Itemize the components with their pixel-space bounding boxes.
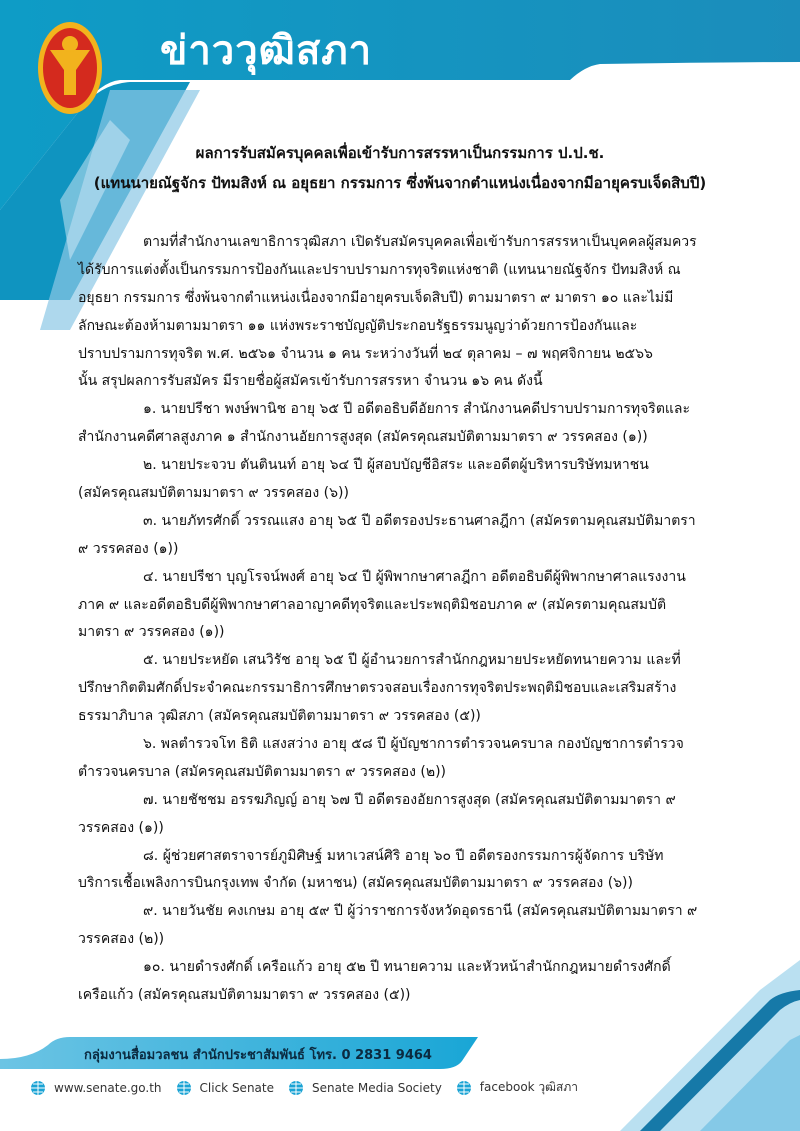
- globe-icon: [176, 1080, 192, 1096]
- body-line: ภาค ๙ และอดีตอธิบดีผู้พิพากษาศาลอาญาคดีทุจริตและประพฤติมิชอบภาค ๙ (สมัครตามคุณสมบัติ: [78, 596, 667, 613]
- link-senate-media-society[interactable]: Senate Media Society: [312, 1080, 442, 1095]
- body-line: ๙ วรรคสอง (๑)): [78, 540, 179, 557]
- body-line: ๑. นายปรีชา พงษ์พานิช อายุ ๖๕ ปี อดีตอธิบดีอัยการ สำนักงานคดีปราบปรามการทุจริตและ: [143, 401, 691, 418]
- body-line: ปราบปรามการทุจริต พ.ศ. ๒๕๖๑ จำนวน ๑ คน ระหว่างวันที่ ๒๔ ตุลาคม – ๗ พฤศจิกายน ๒๕๖๖: [78, 345, 653, 362]
- body-line: ๖. พลตำรวจโท ธิติ แสงสว่าง อายุ ๕๘ ปี ผู้บัญชาการตำรวจนครบาล กองบัญชาการตำรวจ: [143, 736, 684, 753]
- senate-seal-logo: [36, 20, 104, 116]
- body-line: นั้น สรุปผลการรับสมัคร มีรายชื่อผู้สมัครเข้ารับการสรรหา จำนวน ๑๖ คน ดังนี้: [78, 373, 543, 390]
- link-website[interactable]: www.senate.go.th: [54, 1080, 162, 1095]
- body-line: (สมัครคุณสมบัติตามมาตรา ๙ วรรคสอง (๖)): [78, 485, 349, 502]
- footer-links: [30, 1078, 584, 1097]
- body-line: อยุธยา กรรมการ ซึ่งพ้นจากตำแหน่งเนื่องจากมีอายุครบเจ็ดสิบปี) ตามมาตรา ๙ มาตรา ๑๐ และไม่มี: [78, 289, 674, 306]
- body-line: วรรคสอง (๑)): [78, 819, 164, 836]
- link-click-senate[interactable]: Click Senate: [199, 1080, 274, 1095]
- footer-contact: กลุ่มงานสื่อมวลชน สำนักประชาสัมพันธ์ โทร. 0 2831 9464: [84, 1048, 432, 1063]
- body-line: วรรคสอง (๒)): [78, 931, 165, 948]
- body-line: ๙. นายวันชัย คงเกษม อายุ ๕๙ ปี ผู้ว่าราชการจังหวัดอุดรธานี (สมัครคุณสมบัติตามมาตรา ๙: [143, 903, 698, 920]
- body-line: สำนักงานคดีศาลสูงภาค ๑ สำนักงานอัยการสูงสุด (สมัครคุณสมบัติตามมาตรา ๙ วรรคสอง (๑)): [78, 429, 648, 446]
- body-line: ปรึกษากิตติมศักดิ์ประจำคณะกรรมาธิการศึกษาตรวจสอบเรื่องการทุจริตประพฤติมิชอบและเสริมสร้าง: [78, 680, 677, 697]
- body-line: ได้รับการแต่งตั้งเป็นกรรมการป้องกันและปราบปรามการทุจริตแห่งชาติ (แทนนายณัฐจักร ปัทมสิงห์ ณ: [78, 261, 681, 278]
- body-line: ๓. นายภัทรศักดิ์ วรรณแสง อายุ ๖๕ ปี อดีตรองประธานศาลฎีกา (สมัครตามคุณสมบัติมาตรา: [143, 512, 696, 529]
- body-line: ธรรมาภิบาล วุฒิสภา (สมัครคุณสมบัติตามมาตรา ๙ วรรคสอง (๕)): [78, 708, 481, 725]
- body-line: ๘. ผู้ช่วยศาสตราจารย์ภูมิศิษฐ์ มหาเวสน์ศิริ อายุ ๖๐ ปี อดีตรองกรรมการผู้จัดการ บริษัท: [143, 847, 664, 864]
- document-title: ผลการรับสมัครบุคคลเพื่อเข้ารับการสรรหาเป็นกรรมการ ป.ป.ช.: [195, 144, 605, 162]
- body-line: ๑๐. นายดำรงศักดิ์ เครือแก้ว อายุ ๕๒ ปี ทนายความ และหัวหน้าสำนักกฎหมายดำรงศักดิ์: [143, 959, 671, 976]
- globe-icon: [30, 1080, 46, 1096]
- globe-icon: [288, 1080, 304, 1096]
- body-line: ๒. นายประจวบ ตันตินนท์ อายุ ๖๔ ปี ผู้สอบบัญชีอิสระ และอดีตผู้บริหารบริษัทมหาชน: [143, 457, 649, 474]
- body-line: ๗. นายชัชชม อรรฆภิญญ์ อายุ ๖๗ ปี อดีตรองอัยการสูงสุด (สมัครคุณสมบัติตามมาตรา ๙: [143, 791, 676, 808]
- document-subtitle: (แทนนายณัฐจักร ปัทมสิงห์ ณ อยุธยา กรรมการ ซึ่งพ้นจากตำแหน่งเนื่องจากมีอายุครบเจ็ดสิบปี): [93, 174, 707, 192]
- globe-icon: [456, 1080, 472, 1096]
- body-line: ๔. นายปรีชา บุญโรจน์พงศ์ อายุ ๖๔ ปี ผู้พิพากษาศาลฎีกา อดีตอธิบดีผู้พิพากษาศาลแรงงาน: [143, 568, 686, 585]
- link-facebook[interactable]: facebook วุฒิสภา: [479, 1080, 578, 1094]
- body-line: บริการเชื้อเพลิงการบินกรุงเทพ จำกัด (มหาชน) (สมัครคุณสมบัติตามมาตรา ๙ วรรคสอง (๖)): [78, 875, 633, 892]
- brand-title: ข่าววุฒิสภา: [160, 28, 373, 74]
- body-line: ลักษณะต้องห้ามตามมาตรา ๑๑ แห่งพระราชบัญญัติประกอบรัฐธรรมนูญว่าด้วยการป้องกันและ: [78, 317, 638, 334]
- body-line: เครือแก้ว (สมัครคุณสมบัติตามมาตรา ๙ วรรคสอง (๕)): [78, 987, 411, 1004]
- document-body: [78, 229, 718, 1010]
- body-line: ๕. นายประหยัด เสนวิรัช อายุ ๖๕ ปี ผู้อำนวยการสำนักกฎหมายประหยัดทนายความ และที่: [143, 652, 681, 669]
- body-line: มาตรา ๙ วรรคสอง (๑)): [78, 624, 225, 641]
- body-line: ตามที่สำนักงานเลขาธิการวุฒิสภา เปิดรับสมัครบุคคลเพื่อเข้ารับการสรรหาเป็นบุคคลผู้สมควร: [143, 234, 697, 250]
- body-line: ตำรวจนครบาล (สมัครคุณสมบัติตามมาตรา ๙ วรรคสอง (๒)): [78, 763, 447, 780]
